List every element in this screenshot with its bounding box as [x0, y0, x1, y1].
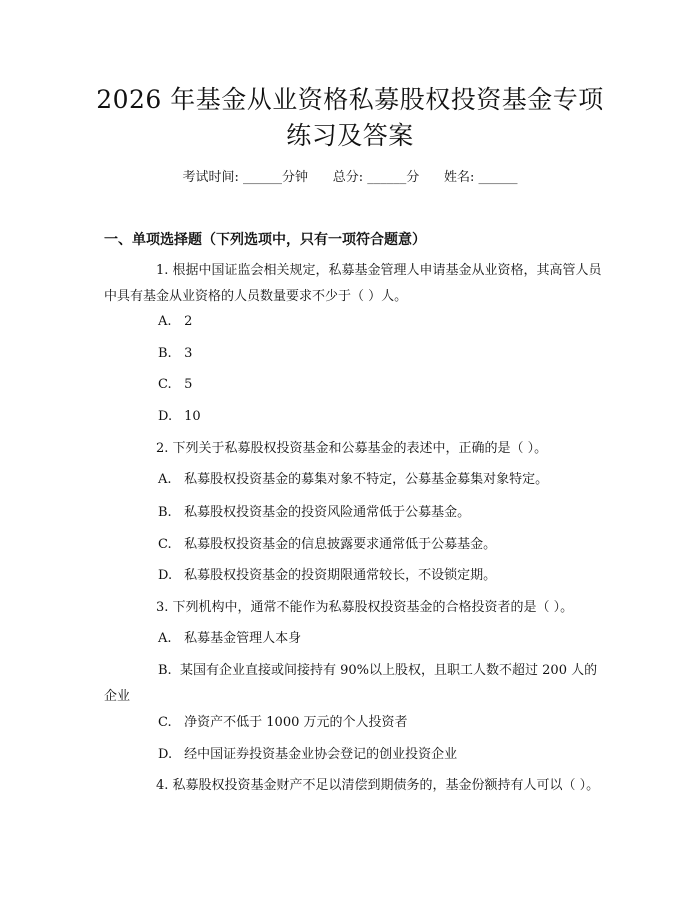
option-label: C.: [158, 537, 172, 552]
question-2-option-c: [158, 532, 604, 558]
question-3-option-a: [158, 626, 604, 652]
question-3-option-c: [158, 710, 604, 736]
option-text: 私募基金管理人本身: [184, 631, 302, 646]
option-text: 私募股权投资基金的募集对象不特定，公募基金募集对象特定。: [184, 472, 549, 487]
option-label: B.: [158, 505, 172, 520]
document-title-line-2: 练习及答案: [286, 121, 414, 150]
question-2-option-a: [158, 467, 604, 493]
option-text: 5: [184, 377, 193, 392]
option-label: D.: [158, 409, 173, 424]
question-1-option-d: [158, 404, 604, 430]
option-text: 3: [184, 346, 193, 361]
option-label: B.: [158, 663, 172, 678]
document-title-line-1: 2026 年基金从业资格私募股权投资基金专项: [96, 85, 604, 114]
question-number: 4.: [156, 778, 169, 793]
question-3-option-b: [104, 658, 604, 710]
question-1-option-c: [158, 372, 604, 398]
question-1: [104, 258, 604, 310]
option-text: 经中国证券投资基金业协会登记的创业投资企业: [184, 747, 458, 762]
question-3: [104, 595, 604, 621]
option-text: 10: [184, 409, 201, 424]
option-text: 某国有企业直接或间接持有 90%以上股权，且职工人数不超过 200 人的企业: [104, 663, 598, 704]
question-text: 下列机构中，通常不能作为私募股权投资基金的合格投资者的是（ ）。: [172, 600, 574, 615]
question-2-option-d: [158, 563, 604, 589]
option-text: 净资产不低于 1000 万元的个人投资者: [184, 715, 408, 730]
option-text: 2: [184, 314, 193, 329]
question-number: 2.: [156, 441, 169, 456]
question-1-option-b: [158, 341, 604, 367]
question-2: [104, 436, 604, 462]
option-text: 私募股权投资基金的投资风险通常低于公募基金。: [184, 505, 471, 520]
question-3-option-d: [158, 742, 604, 768]
question-number: 3.: [156, 600, 169, 615]
question-4: [104, 773, 604, 799]
option-text: 私募股权投资基金的投资期限通常较长，不设锁定期。: [184, 568, 497, 583]
option-label: C.: [158, 377, 172, 392]
question-text: 根据中国证监会相关规定，私募基金管理人申请基金从业资格，其高管人员中具有基金从业资格的人员数量要求不少于（ ）人。: [104, 263, 602, 304]
option-label: A.: [158, 314, 172, 329]
question-text: 下列关于私募股权投资基金和公募基金的表述中，正确的是（ ）。: [172, 441, 548, 456]
option-text: 私募股权投资基金的信息披露要求通常低于公募基金。: [184, 537, 497, 552]
question-1-option-a: [158, 309, 604, 335]
option-label: D.: [158, 568, 173, 583]
exam-info-line: 考试时间: ______分钟 总分: ______分 姓名: ______: [182, 170, 518, 185]
section-heading: 一、单项选择题（下列选项中，只有一项符合题意）: [104, 232, 426, 248]
question-2-option-b: [158, 500, 604, 526]
question-number: 1.: [156, 263, 169, 278]
option-label: A.: [158, 472, 172, 487]
option-label: B.: [158, 346, 172, 361]
question-text: 私募股权投资基金财产不足以清偿到期债务的，基金份额持有人可以（ ）。: [172, 778, 600, 793]
option-label: D.: [158, 747, 173, 762]
option-label: A.: [158, 631, 172, 646]
option-label: C.: [158, 715, 172, 730]
